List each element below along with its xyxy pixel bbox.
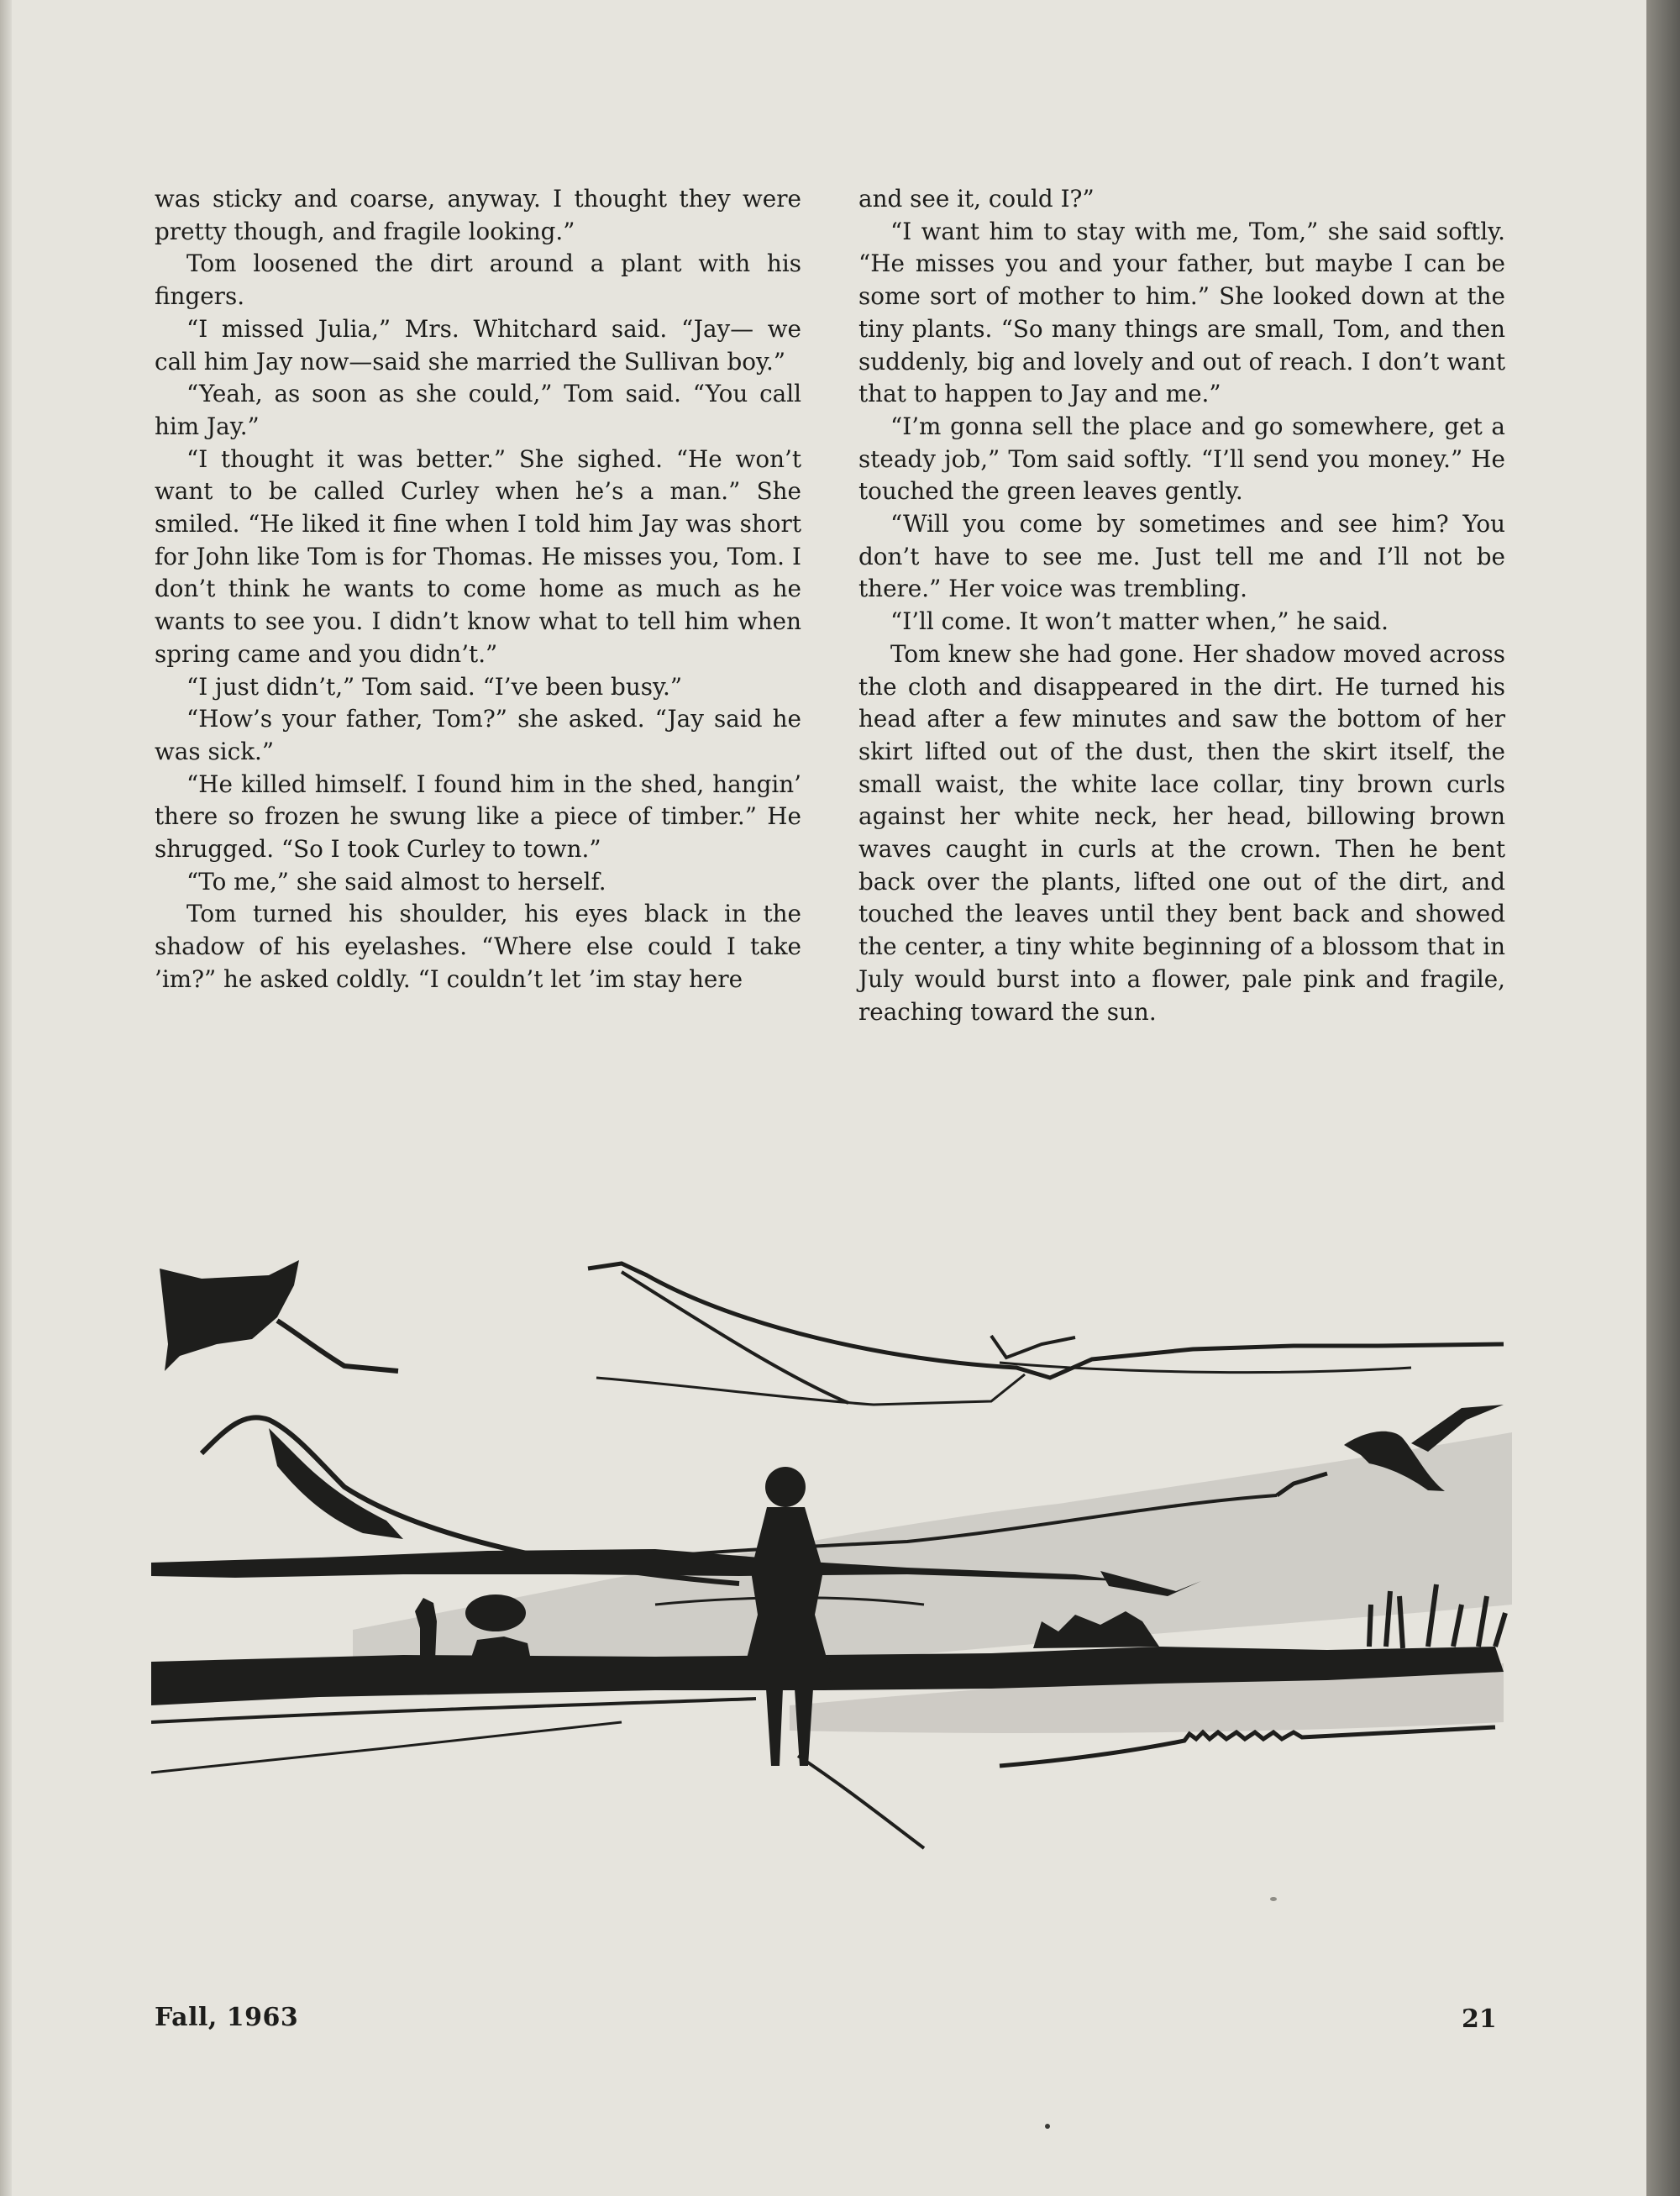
ink-blot bbox=[269, 1428, 403, 1539]
binding-shadow bbox=[0, 0, 12, 2196]
ink-stroke bbox=[151, 1699, 756, 1722]
page-number: 21 bbox=[1462, 2004, 1497, 2034]
page-edge-shadow bbox=[1646, 0, 1680, 2196]
paragraph: and see it, could I?” bbox=[858, 185, 1095, 213]
paragraph: “I thought it was better.” She sighed. “He won’t want to be called Curley when he’s a man.” She smiled. “He liked it fine when I told him Jay was short for John like Tom is for Thomas. He misses you, Tom. I don’t think he wants to come home as much as he wants to see you. I didn’t know what to tell him when spring came and you didn’t.” bbox=[155, 444, 801, 668]
paragraph: “He killed himself. I found him in the shed, hangin’ there so frozen he swung like a piece of timber.” He shrugged. “So I took Curley to town.” bbox=[155, 770, 801, 864]
paragraph: was sticky and coarse, anyway. I thought they were pretty though, and fragile looking.” bbox=[155, 185, 801, 245]
paragraph: Tom knew she had gone. Her shadow moved across the cloth and disappeared in the dirt. He turned his head after a few minutes and saw the bottom of her skirt lifted out of the dust, then the skirt itself, the small waist, the white lace collar, tiny brown curls against her white neck, her head, billowing brown waves caught in curls at the crown. Then he bent back over the plants, lifted one out of the dirt, and touched the leaves until they bent back and showed the center, a tiny white beginning of a blossom that in July would burst into a flower, pale pink and fragile, reaching toward the sun. bbox=[858, 639, 1505, 1026]
paragraph: Tom turned his shoulder, his eyes black in the shadow of his eyelashes. “Where else could I take ’im?” he asked coldly. “I couldn’t let ’im stay here bbox=[155, 900, 801, 993]
right-text-column bbox=[858, 183, 1505, 1028]
paragraph: “To me,” she said almost to herself. bbox=[186, 867, 606, 896]
ink-stroke bbox=[151, 1722, 622, 1773]
ink-stroke bbox=[588, 1263, 1504, 1378]
left-text-column bbox=[155, 183, 801, 996]
paragraph: “How’s your father, Tom?” she asked. “Jay said he was sick.” bbox=[155, 705, 801, 765]
print-speck bbox=[1045, 2124, 1050, 2129]
ink-stroke bbox=[1000, 1727, 1495, 1766]
paragraph: Tom loosened the dirt around a plant with his fingers. bbox=[155, 250, 801, 311]
paragraph: “I’m gonna sell the place and go somewhere, get a steady job,” Tom said softly. “I’ll send you money.” He touched the green leaves gently. bbox=[858, 412, 1505, 506]
print-speck bbox=[1270, 1897, 1277, 1901]
ink-stroke bbox=[991, 1336, 1075, 1358]
ink-stroke bbox=[596, 1374, 1025, 1405]
ink-blot bbox=[160, 1260, 299, 1371]
paragraph: “I want him to stay with me, Tom,” she said softly. “He misses you and your father, but maybe I can be some sort of mother to him.” She looked down at the tiny plants. “So many things are small, Tom, and then suddenly, big and lovely and out of reach. I don’t want that to happen to Jay and me.” bbox=[858, 217, 1505, 408]
ink-figure-head bbox=[765, 1467, 806, 1507]
paragraph: “Yeah, as soon as she could,” Tom said. “You call him Jay.” bbox=[155, 380, 801, 440]
ink-tree bbox=[465, 1594, 526, 1631]
paragraph: “I’ll come. It won’t matter when,” he said. bbox=[890, 607, 1389, 636]
paragraph: “Will you come by sometimes and see him? You don’t have to see me. Just tell me and I’ll not be there.” Her voice was trembling. bbox=[858, 510, 1505, 603]
issue-date: Fall, 1963 bbox=[155, 2003, 299, 2032]
paragraph: “I missed Julia,” Mrs. Whitchard said. “Jay— we call him Jay now—said she married the Sullivan boy.” bbox=[155, 314, 801, 376]
ink-stroke bbox=[798, 1756, 924, 1848]
ink-stroke bbox=[277, 1321, 398, 1371]
ink-landscape-illustration bbox=[151, 1252, 1512, 1857]
paragraph: “I just didn’t,” Tom said. “I’ve been busy.” bbox=[186, 672, 683, 701]
